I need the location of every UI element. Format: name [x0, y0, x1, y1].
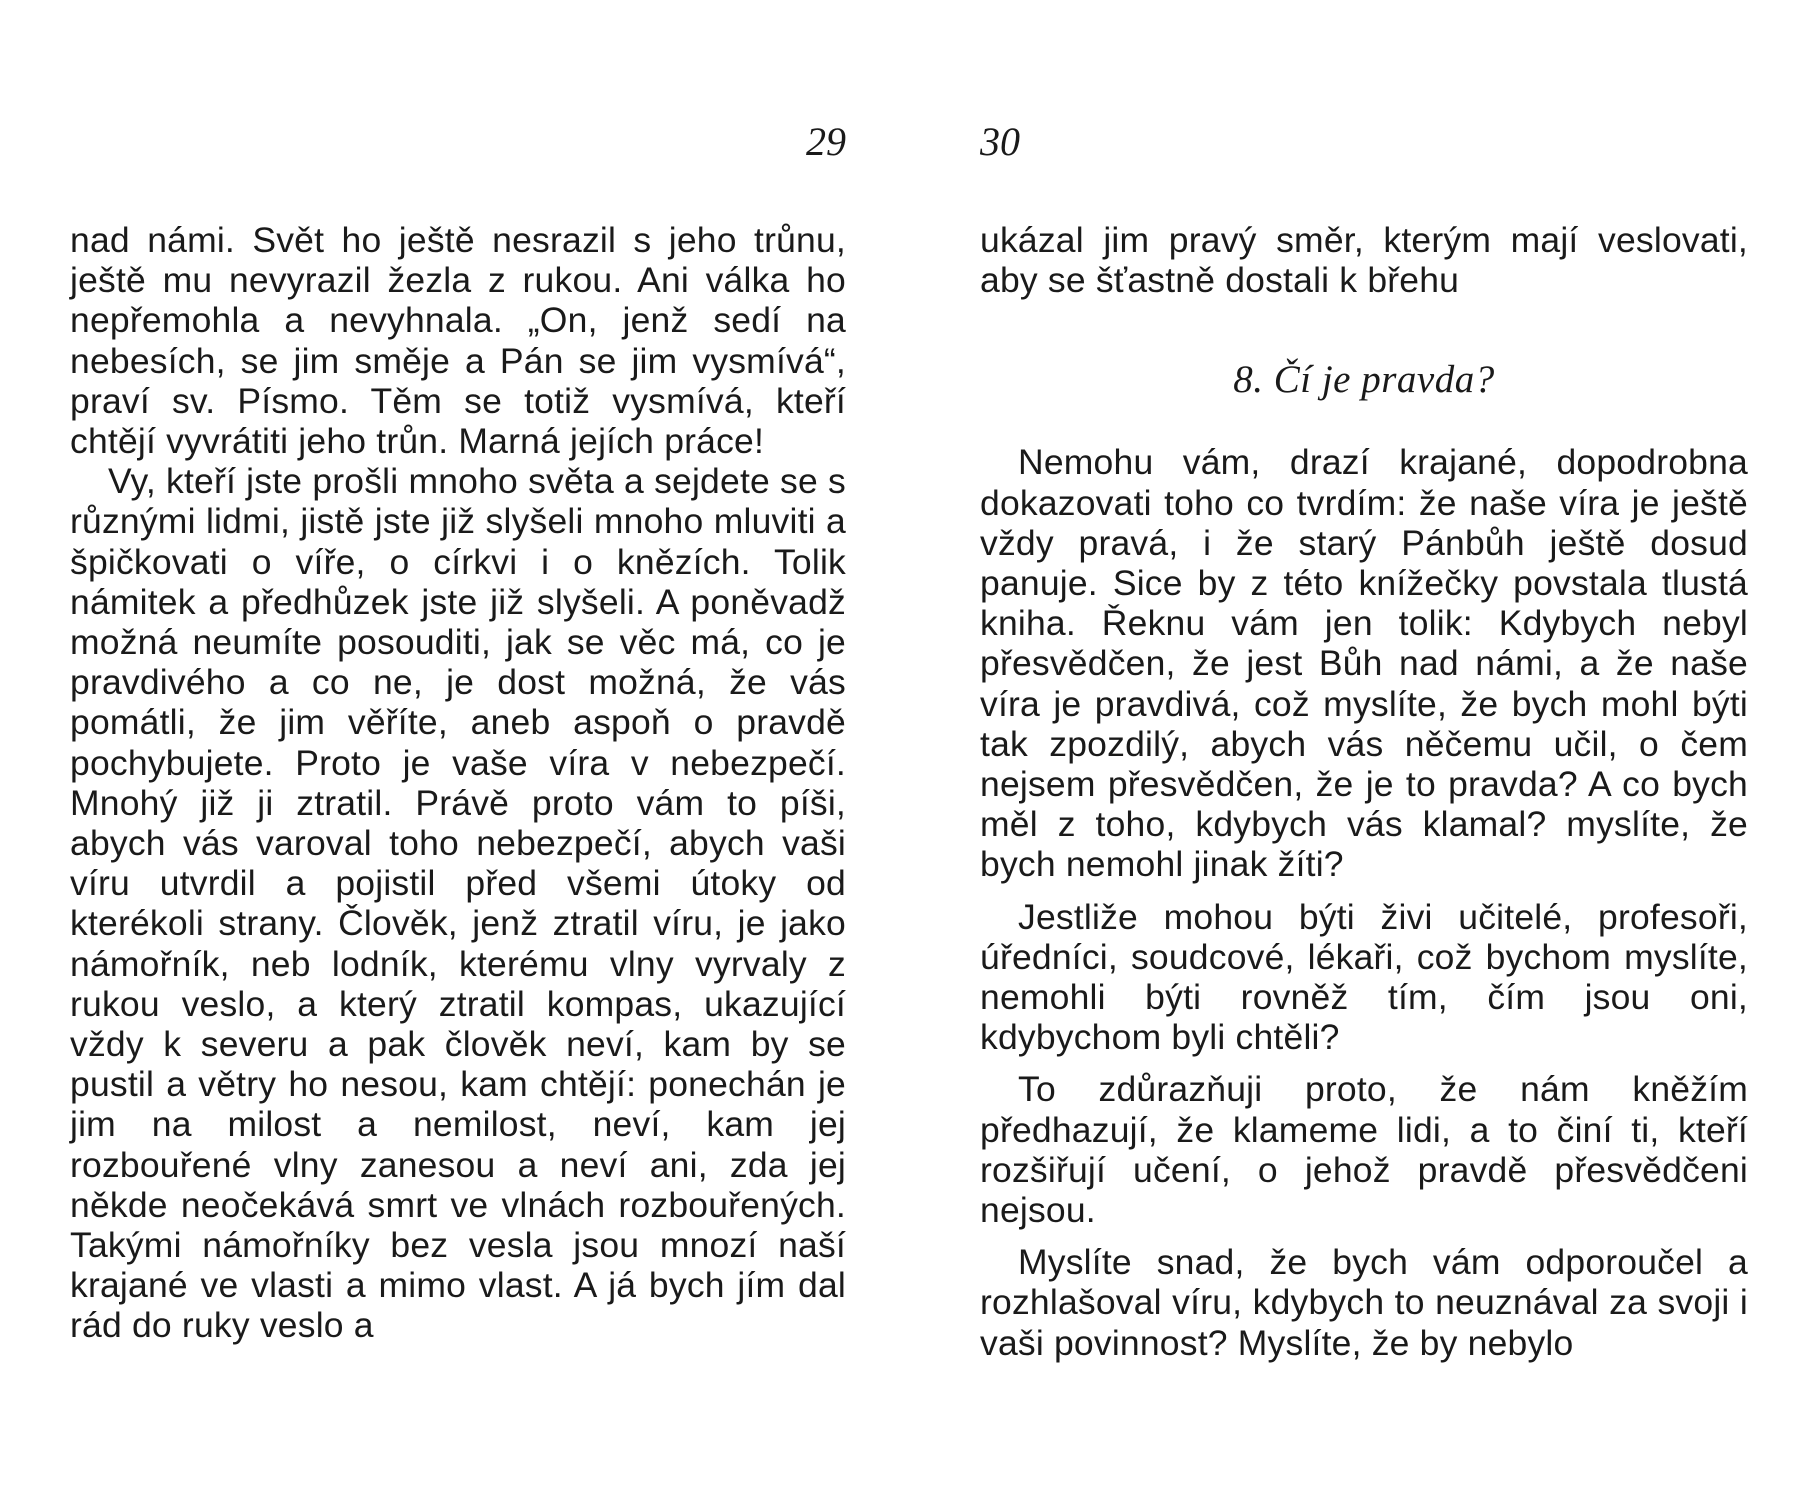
left-paragraph-1: nad námi. Svět ho ještě nesrazil s jeho trůnu, ještě mu nevyrazil žezla z rukou. Ani válka ho nepřemohla a nevyhnala. „On, jenž sedí na nebesích, se jim směje a Pán se jim vysmívá“, praví sv. Písmo. Těm se totiž vysmívá, kteří chtějí vyvrátiti jeho trůn. Marná jejích práce!: [70, 220, 846, 462]
right-paragraph-4: Myslíte snad, že bych vám odporoučel a rozhlašoval víru, kdybych to neuznával za svoji i vaši povinnost? Myslíte, že by nebylo: [980, 1242, 1748, 1363]
left-page: [70, 0, 846, 1500]
left-paragraph-2: Vy, kteří jste prošli mnoho světa a sejdete se s různými lidmi, jistě jste již slyšeli mnoho mluviti a špičkovati o víře, o církvi i o knězích. Tolik námitek a předhůzek jste již slyšeli. A poněvadž možná neumíte posouditi, jak se věc má, co je pravdivého a co ne, je dost možná, že vás pomátli, že jim věříte, aneb aspoň o pravdě pochybujete. Proto je vaše víra v nebezpečí. Mnohý již ji ztratil. Právě proto vám to píši, abych vás varoval toho nebezpečí, abych vaši víru utvrdil a pojistil před všemi útoky od kterékoli strany. Člověk, jenž ztratil víru, je jako námořník, neb lodník, kterému vlny vyrvaly z rukou veslo, a který ztratil kompas, ukazující vždy k severu a pak člověk neví, kam by se pustil a větry ho nesou, kam chtějí: ponechán je jim na milost a nemilost, neví, kam jej rozbouřené vlny zanesou a neví ani, zda jej někde neočekává smrt ve vlnách rozbouřených. Takými námořníky bez vesla jsou mnozí naší krajané ve vlasti a mimo vlast. A já bych jím dal rád do ruky veslo a: [70, 461, 846, 1346]
right-paragraph-2: Jestliže mohou býti živi učitelé, profesoři, úředníci, soudcové, lékaři, což bychom myslíte, nemohli býti rovněž tím, čím jsou oni, kdybychom byli chtěli?: [980, 896, 1748, 1058]
right-page-text: [980, 220, 1748, 1363]
right-page: [980, 0, 1748, 1500]
left-page-text: [70, 220, 846, 1346]
right-opening-paragraph: ukázal jim pravý směr, kterým mají veslovati, aby se šťastně dostali k břehu: [980, 220, 1748, 301]
right-paragraph-1: Nemohu vám, drazí krajané, dopodrobna dokazovati toho co tvrdím: že naše víra je ještě vždy pravá, i že starý Pánbůh ještě dosud panuje. Sice by z této knížečky povstala tlustá kniha. Řeknu vám jen tolik: Kdybych nebyl přesvědčen, že jest Bůh nad námi, a že naše víra je pravdivá, což myslíte, že bych mohl býti tak zpozdilý, abych vás něčemu učil, o čem nejsem přesvědčen, že je to pravda? A co bych měl z toho, kdybych vás klamal? myslíte, že bych nemohl jinak žíti?: [980, 442, 1748, 885]
section-heading: 8. Čí je pravda?: [1233, 358, 1495, 402]
page-number-right: 30: [980, 119, 1020, 164]
right-paragraph-3: To zdůrazňuji proto, že nám kněžím předhazují, že klameme lidi, a to činí ti, kteří rozšiřují učení, o jehož pravdě přesvědčeni nejsou.: [980, 1069, 1748, 1231]
page-number-left: 29: [806, 119, 846, 164]
